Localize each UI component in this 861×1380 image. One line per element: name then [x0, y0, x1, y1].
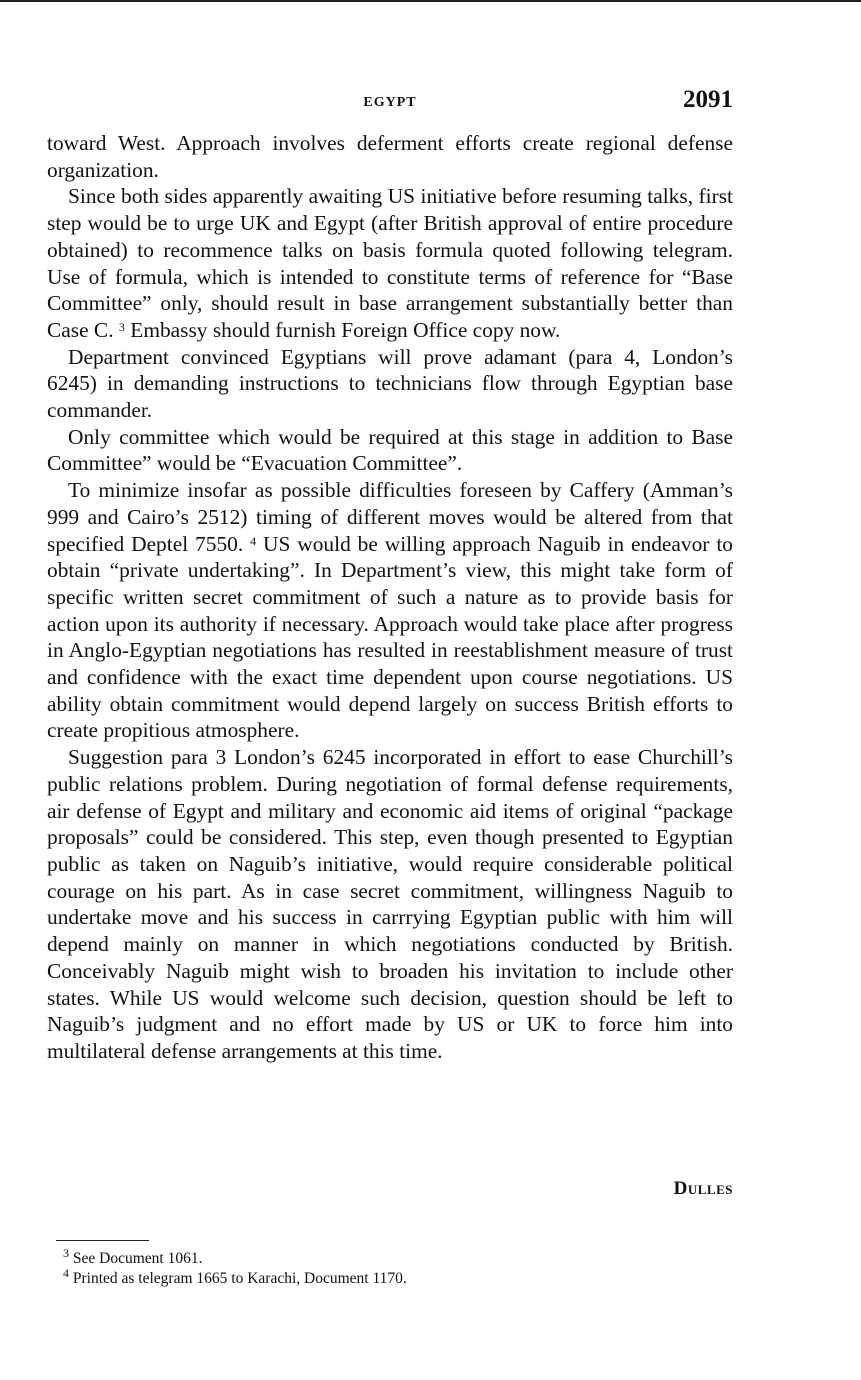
footnote-marker: 4 — [63, 1266, 69, 1280]
running-head: EGYPT — [363, 95, 417, 110]
body-text — [47, 130, 733, 1065]
footnote-marker: 3 — [63, 1246, 69, 1260]
footnote-ref-3: 3 — [118, 319, 125, 334]
paragraph-5-tail: US would be willing approach Naguib in endeavor to obtain “private undertaking”. In Department’s view, this might take form of specific written secret commitment of such a nature as to provide basis for action upon its authority if necessary. Approach would take place after progress in Anglo-Egyptian negotiations has resulted in reestablishment measure of trust and confidence with the exact time dependent upon course negotiations. US ability obtain commitment would depend largely on success British efforts to create propitious atmosphere. — [47, 531, 733, 743]
paragraph-3: Department convinced Egyptians will prove adamant (para 4, London’s 6245) in demanding instructions to technicians flow through Egyptian base commander. — [47, 344, 733, 423]
paragraph-2-text: Since both sides apparently awaiting US initiative before resuming talks, first step would be to urge UK and Egypt (after British approval of entire procedure obtained) to recommence talks on basis formula quoted following telegram. Use of formula, which is intended to constitute terms of reference for “Base Committee” only, should result in base arrangement substantially better than Case C. — [47, 184, 733, 342]
page-number: 2091 — [683, 86, 733, 113]
footnote-ref-4: 4 — [250, 533, 257, 548]
paragraph-6: Suggestion para 3 London’s 6245 incorporated in effort to ease Churchill’s public relations problem. During negotiation of formal defense requirements, air defense of Egypt and military and economic aid items of original “package proposals” could be considered. This step, even though presented to Egyptian public as taken on Naguib’s initiative, would require considerable political courage on his part. As in case secret commitment, willingness Naguib to undertake move and his success in carrrying Egyptian public with him will depend mainly on manner in which negotiations conducted by British. Conceivably Naguib might wish to broaden his invitation to include other states. While US would welcome such decision, question should be left to Naguib’s judgment and no effort made by US or UK to force him into multilateral defense arrangements at this time. — [47, 745, 733, 1063]
footnote-text: Printed as telegram 1665 to Karachi, Document 1170. — [72, 1270, 407, 1287]
footnote-4 — [63, 1266, 407, 1289]
paragraph-5 — [47, 477, 733, 744]
top-border — [0, 0, 861, 2]
paragraph-2-tail: Embassy should furnish Foreign Office copy now. — [130, 317, 561, 342]
paragraph-4: Only committee which would be required at this stage in addition to Base Committee” would be “Evacuation Committee”. — [47, 424, 733, 476]
page-header — [47, 86, 733, 120]
signature: Dulles — [673, 1178, 733, 1199]
footnote-3 — [63, 1246, 407, 1269]
paragraph-1: toward West. Approach involves deferment efforts create regional defense organization. — [47, 131, 733, 182]
footnote-text: See Document 1061. — [72, 1250, 203, 1267]
footnotes — [63, 1246, 407, 1289]
footnote-rule — [56, 1240, 149, 1241]
paragraph-2 — [47, 183, 733, 343]
paragraph-5-text: To minimize insofar as possible difficulties foreseen by Caffery (Amman’s 999 and Cairo’s 2512) timing of different moves would be altered from that specified Deptel 7550. — [47, 478, 733, 556]
